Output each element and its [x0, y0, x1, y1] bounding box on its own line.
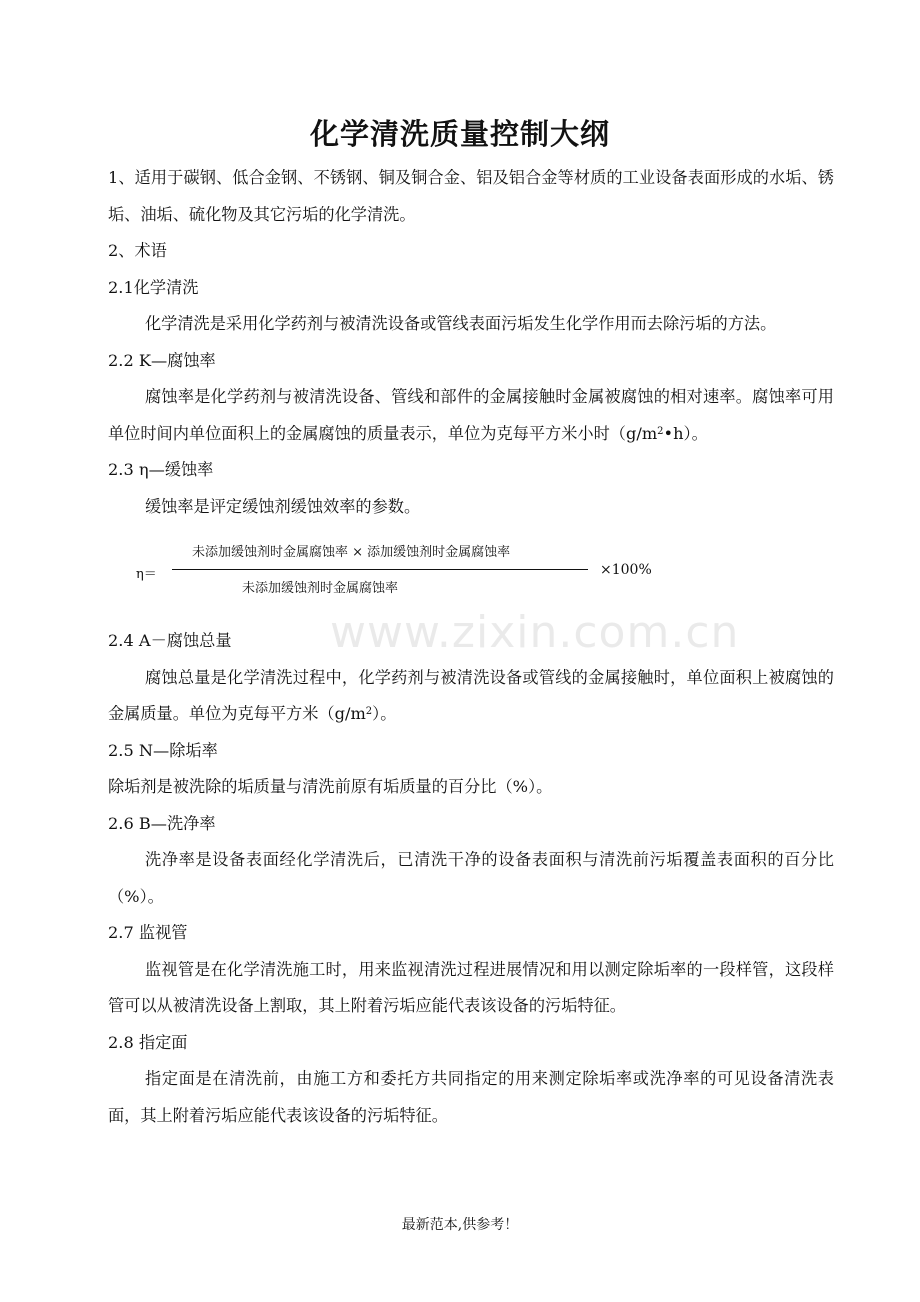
paragraph-2-8: 指定面是在清洗前，由施工方和委托方共同指定的用来测定除垢率或洗净率的可见设备清洗表面，其上附着污垢应能代表该设备的污垢特征。 [108, 1069, 834, 1125]
formula-denominator: 未添加缓蚀剂时金属腐蚀率 [242, 581, 399, 596]
superscript-2: 2 [657, 425, 664, 437]
heading-2-7: 2.7 监视管 [108, 923, 188, 942]
paragraph-2-2 [108, 379, 834, 452]
watermark: www.zixin.com.cn [330, 607, 740, 658]
paragraph-2-3: 缓蚀率是评定缓蚀剂缓蚀效率的参数。 [145, 496, 421, 516]
paragraph-2-6: 洗净率是设备表面经化学清洗后，已清洗干净的设备表面积与清洗前污垢覆盖表面积的百分比（%）。 [108, 850, 834, 906]
formula-lhs: η＝ [136, 567, 157, 582]
paragraph-2-5: 除垢剂是被洗除的垢质量与清洗前原有垢质量的百分比（%）。 [108, 777, 553, 796]
paragraph-2-4 [108, 660, 834, 733]
superscript-2: 2 [365, 706, 373, 717]
heading-2-8: 2.8 指定面 [108, 1032, 188, 1052]
page-title: 化学清洗质量控制大纲 [309, 117, 610, 151]
formula-multiplier: ×100% [600, 562, 652, 578]
heading-2-6: 2.6 B—洗净率 [108, 813, 216, 833]
paragraph-2-2-text-b: •h）。 [663, 423, 708, 443]
heading-2-5: 2.5 N—除垢率 [108, 740, 218, 760]
heading-2-4: 2.4 A－腐蚀总量 [108, 631, 232, 650]
paragraph-2-2-text-a: 腐蚀率是化学药剂与被清洗设备、管线和部件的金属接触时金属被腐蚀的相对速率。腐蚀率可用单位时间内单位面积上的金属腐蚀的质量表示，单位为克每平方米小时（g/m [108, 387, 834, 443]
paragraph-2-7: 监视管是在化学清洗施工时，用来监视清洗过程进展情况和用以测定除垢率的一段样管，这段样管可以从被清洗设备上割取，其上附着污垢应能代表该设备的污垢特征。 [108, 959, 834, 1015]
paragraph-2-4-text-a: 腐蚀总量是化学清洗过程中，化学药剂与被清洗设备或管线的金属接触时，单位面积上被腐蚀的金属质量。单位为克每平方米（g/m [108, 667, 834, 723]
inhibition-rate-formula [108, 537, 834, 603]
page-footer: 最新范本,供参考！ [401, 1217, 519, 1233]
paragraph-2-4-text-b: ）。 [372, 704, 397, 723]
heading-2-3: 2.3 η—缓蚀率 [108, 460, 214, 479]
heading-2-2: 2.2 K—腐蚀率 [108, 350, 216, 370]
heading-2-1: 2.1化学清洗 [108, 277, 199, 297]
fraction-bar [172, 569, 588, 570]
paragraph-scope: 1、适用于碳钢、低合金钢、不锈钢、铜及铜合金、铝及铝合金等材质的工业设备表面形成的水垢、锈垢、油垢、硫化物及其它污垢的化学清洗。 [108, 168, 834, 224]
formula-numerator: 未添加缓蚀剂时金属腐蚀率 × 添加缓蚀剂时金属腐蚀率 [192, 545, 511, 560]
paragraph-2-1: 化学清洗是采用化学药剂与被清洗设备或管线表面污垢发生化学作用而去除污垢的方法。 [145, 314, 777, 333]
heading-terms: 2、术语 [108, 241, 167, 260]
